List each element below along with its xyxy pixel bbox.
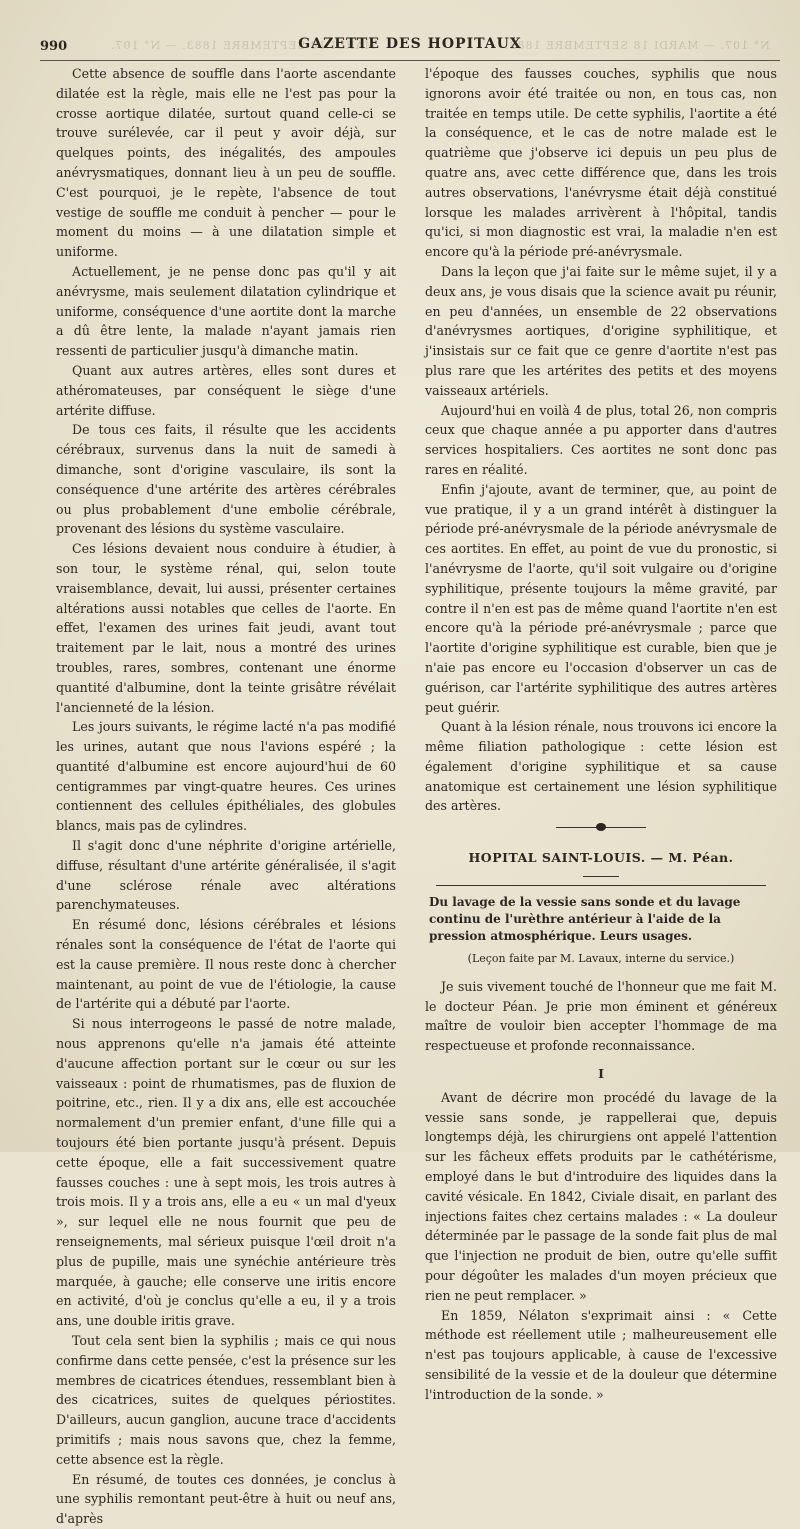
page-header bbox=[40, 34, 780, 61]
left-column bbox=[56, 64, 396, 1529]
section-number: I bbox=[598, 1066, 604, 1082]
paragraph: Cette absence de souffle dans l'aorte ascendante dilatée est la règle, mais elle ne l'est pas pour la crosse aortique dilatée, surtout quand celle-ci se trouve surélevée, car il peut y avoir déjà, sur quelques points, des inégalités, des ampoules anévrysmatiques, donnant lieu à un peu de souffle. C'est pourquoi, je le repète, l'absence de tout vestige de souffle me conduit à pencher — pour le moment du moins — à une dilatation simple et uniforme. bbox=[56, 66, 396, 260]
paragraph: l'époque des fausses couches, syphilis que nous ignorons avoir été traitée ou non, en tous cas, non traitée en temps utile. De cette syphilis, l'aortite a été la conséquence, et le cas de notre malade est le quatrième que j'observe ici depuis un peu plus de quatre ans, avec cette différence que, dans les trois autres observations, l'anévrysme était déjà constitué lorsque les malades arrivèrent à l'hôpital, tandis qu'ici, si mon diagnostic est vrai, la maladie n'en est encore qu'à la période pré-anévrysmale. bbox=[425, 66, 777, 260]
bleed-through-text-left: MARDI 18 SEPTEMBRE 1883. — N° 107. bbox=[110, 39, 376, 52]
paragraph: Tout cela sent bien la syphilis ; mais ce qui nous confirme dans cette pensée, c'est la présence sur les membres de cicatrices étendues, ressemblant bien à des cicatrices, suites de quelques périostites. D'ailleurs, aucun ganglion, aucune trace d'accidents primitifs ; mais nous savons que, chez la femme, cette absence est la règle. bbox=[56, 1333, 396, 1467]
paragraph: Si nous interrogeons le passé de notre malade, nous apprenons qu'elle n'a jamais été atteinte d'aucune affection portant sur le cœur ou sur les vaisseaux : point de rhumatismes, pas de fluxion de poitrine, etc., rien. Il y a dix ans, elle est accouchée normalement d'un premier enfant, d'une fille qui a toujours été bien portante jusqu'à présent. Depuis cette époque, elle a fait successivement quatre fausses couches : une à sept mois, les trois autres à trois mois. Il y a trois ans, elle a eu « un mal d'yeux », sur lequel elle ne nous fournit que peu de renseignements, mal sérieux puisque l'œil droit n'a plus de pupille, mais une synéchie antérieure très marquée, à gauche; elle conserve une iritis encore en activité, d'où je conclus qu'elle a eu, il y a trois ans, une double iritis grave. bbox=[56, 1016, 396, 1329]
paragraph: En 1859, Nélaton s'exprimait ainsi : « Cette méthode est réellement utile ; malheureusement elle n'est pas toujours applicable, à cause de l'excessive sensibilité de la vessie et de la douleur que détermine l'introduction de la sonde. » bbox=[425, 1307, 777, 1402]
bleed-through-text-right: N° 107. — MARDI 18 SEPTEMBRE 1883. bbox=[504, 39, 770, 52]
paragraph: En résumé donc, lésions cérébrales et lésions rénales sont la conséquence de l'état de l'aorte qui est la cause première. Il nous reste donc à chercher maintenant, au point de vue de l'étiologie, la cause de l'artérite qui a débuté par l'aorte. bbox=[56, 917, 396, 1012]
paragraph: Avant de décrire mon procédé du lavage de la vessie sans sonde, je rappellerai que, depuis longtemps déjà, les chirurgiens ont appelé l'attention sur les fâcheux effets produits par le cathétérisme, employé dans le but d'introduire des liquides dans la cavité vésicale. En 1842, Civiale disait, en parlant des injections faites chez certains malades : « La douleur déterminée par le passage de la sonde fait plus de mal que l'injection ne produit de bien, outre qu'elle suffit pour dégoûter les malades d'un moyen précieux que rien ne peut remplacer. » bbox=[425, 1089, 777, 1303]
paragraph: Dans la leçon que j'ai faite sur le même sujet, il y a deux ans, je vous disais que la science avait pu réunir, en peu d'années, un ensemble de 22 observations d'anévrysmes aortiques, d'origine syphilitique, et j'insistais sur ce fait que ce genre d'aortite n'est pas plus rare que les artérites des petits et des moyens vaisseaux artériels. bbox=[425, 263, 777, 398]
paragraph: Aujourd'hui en voilà 4 de plus, total 26, non compris ceux que chaque année a pu apporter dans d'autres services hospitaliers. Ces aortites ne sont donc pas rares en réalité. bbox=[425, 402, 777, 477]
paragraph: Actuellement, je ne pense donc pas qu'il y ait anévrysme, mais seulement dilatation cylindrique et uniforme, conséquence d'une aortite dont la marche a dû être lente, la malade n'ayant jamais rien ressenti de particulier jusqu'à dimanche matin. bbox=[56, 263, 396, 359]
paragraph: Quant aux autres artères, elles sont dures et athéromateuses, par conséquent le siège d'une artérite diffuse. bbox=[56, 362, 396, 418]
journal-title: GAZETTE DES HOPITAUX bbox=[298, 36, 522, 52]
paragraph: De tous ces faits, il résulte que les accidents cérébraux, survenus dans la nuit de samedi à dimanche, sont d'origine vasculaire, ils sont la conséquence d'une artérite des artères cérébrales ou plus probablement d'une embolie cérébrale, provenant des lésions du système vasculaire. bbox=[56, 422, 396, 537]
heading-rule bbox=[583, 876, 619, 877]
right-column bbox=[425, 64, 777, 1405]
section-divider bbox=[556, 822, 646, 832]
dedication: Je suis vivement touché de l'honneur que me fait M. le docteur Péan. Je prie mon éminent et généreux maître de vouloir bien accepter l'hommage de ma respectueuse et profonde reconnaissance. bbox=[425, 978, 777, 1054]
paragraph: Il s'agit donc d'une néphrite d'origine artérielle, diffuse, résultant d'une artérite généralisée, il s'agit d'une sclérose rénale avec altérations parenchymateuses. bbox=[56, 838, 396, 913]
paragraph: Les jours suivants, le régime lacté n'a pas modifié les urines, autant que nous l'avions espéré ; la quantité d'albumine est encore aujourd'hui de 60 centigrammes par vingt-quatre heures. Ces urines contiennent des cellules épithéliales, des globules blancs, mais pas de cylindres. bbox=[56, 719, 396, 834]
paragraph: Ces lésions devaient nous conduire à étudier, à son tour, le système rénal, qui, selon toute vraisemblance, devait, lui aussi, présenter certaines altérations aussi notables que celles de l'aorte. En effet, l'examen des urines fait jeudi, avant tout traitement par le lait, nous a montré des urines troubles, rares, sombres, contenant une énorme quantité d'albumine, dont la teinte grisâtre révélait l'ancienneté de la lésion. bbox=[56, 541, 396, 715]
lecture-note: (Leçon faite par M. Lavaux, interne du service.) bbox=[467, 952, 735, 966]
paragraph: En résumé, de toutes ces données, je conclus à une syphilis remontant peut-être à huit ou neuf ans, d'après bbox=[56, 1471, 396, 1527]
paragraph: Quant à la lésion rénale, nous trouvons ici encore la même filiation pathologique : cette lésion est également d'origine syphilitique et sa cause anatomique est certainement une lésion syphilitique des artères. bbox=[425, 719, 777, 814]
article-title: Du lavage de la vessie sans sonde et du lavage continu de l'urèthre antérieur à l'aide de la pression atmosphérique. Leurs usages. bbox=[429, 895, 741, 944]
article-top-rule bbox=[436, 885, 766, 886]
page-number: 990 bbox=[40, 39, 68, 54]
hospital-heading: HOPITAL SAINT-LOUIS. — M. Péan. bbox=[468, 850, 734, 866]
paragraph: Enfin j'ajoute, avant de terminer, que, au point de vue pratique, il y a un grand intérêt à distinguer la période pré-anévrysmale de la période anévrysmale de ces aortites. En effet, au point de vue du pronostic, si l'anévrysme de l'aorte, qu'il soit vulgaire ou d'origine syphilitique, présente toujours la même gravité, par contre il n'en est pas de même quand l'aortite n'en est encore qu'à la période pré-anévrysmale ; parce que l'aortite d'origine syphilitique est curable, bien que je n'aie pas encore eu l'occasion d'observer un cas de guérison, car l'artérite syphilitique des autres artères peut guérir. bbox=[425, 481, 777, 715]
